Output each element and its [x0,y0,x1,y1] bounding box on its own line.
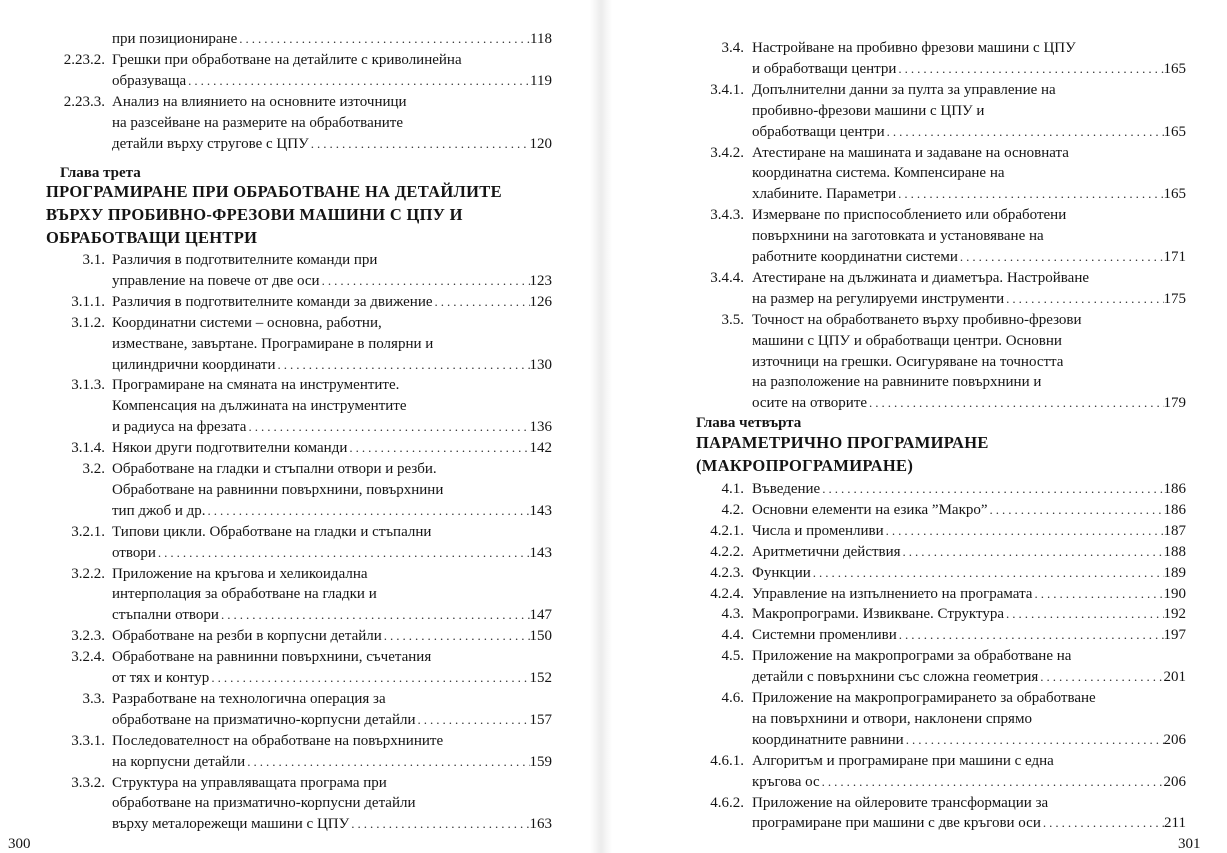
toc-entry-line [112,437,552,459]
toc-entry-line: Типови цикли. Обработване на гладки и стъпални [112,523,432,540]
toc-page-number: 189 [1163,564,1186,581]
section-number: 3.2.1. [71,523,105,540]
chapter-title-line: (МАКРОПРОГРАМИРАНЕ) [696,456,914,475]
section-number: 3.3. [82,690,105,707]
chapter-label: Глава четвърта [696,415,802,431]
toc-entry-line: координатна система. Компенсиране на [752,165,1005,182]
section-number: 3.4.4. [710,269,744,286]
dot-leader [811,562,1164,584]
toc-entry-line: на разсейване на размерите на обработваните [112,114,403,131]
toc-entry-line [112,604,552,626]
chapter-title-line: ПАРАМЕТРИЧНО ПРОГРАМИРАНЕ [696,433,989,452]
toc-entry-line [112,133,552,155]
toc-entry-text: детайли върху стругове с ЦПУ [112,135,309,152]
toc-entry-line [752,729,1186,751]
toc-entry-text: върху металорежещи машини с ЦПУ [112,816,350,833]
toc-entry-line: Приложение на макропрограми за обработване на [752,648,1072,665]
toc-entry-line: Атестиране на машината и задаване на основната [752,144,1069,161]
toc-entry-text: Основни елементи на езика ”Макро” [752,501,988,518]
toc-page-number: 126 [529,293,552,310]
toc-entry-line: повърхнини на заготовката и установяване на [752,228,1044,245]
toc-entry-line [112,70,552,92]
toc-entry-text: тип джоб и др. [112,502,206,519]
toc-entry-text: Въведение [752,481,821,497]
toc-entry-text: цилиндрични координати [112,356,276,373]
toc-entry-line [112,625,552,647]
toc-page-number: 118 [530,31,552,47]
page-number: 300 [8,836,31,852]
dot-leader [867,392,1163,414]
toc-page-number: 190 [1163,585,1186,602]
toc-entry-line [112,751,552,773]
toc-page-number: 197 [1163,627,1186,644]
toc-entry-text: обработващи центри [752,123,885,140]
toc-entry-text: отвори [112,544,156,561]
dot-leader [349,813,529,835]
section-number: 2.23.3. [63,93,105,110]
toc-entry-line: Измерване по приспособлението или обработени [752,207,1067,224]
dot-leader [156,542,530,564]
toc-entry-line: Различия в подготвителните команди при [112,252,378,268]
dot-leader [309,133,530,155]
toc-page-number: 165 [1163,186,1186,203]
section-number: 3.1.2. [71,314,105,331]
dot-leader [884,520,1164,542]
section-number: 4.2.3. [710,564,744,581]
chapter-title-line: ОБРАБОТВАЩИ ЦЕНТРИ [46,228,258,247]
toc-entry-line: изместване, завъртане. Програмиране в полярни и [112,335,434,352]
dot-leader [901,541,1164,563]
toc-entry-line [752,666,1186,688]
toc-entry-text: управление на повече от две оси [112,272,320,289]
toc-entry-text: Някои други подготвителни команди [112,440,348,457]
toc-entry-text: Числа и променливи [752,522,884,539]
toc-entry-line: пробивно-фрезови машини с ЦПУ и [752,102,985,119]
toc-page-number: 119 [530,72,552,89]
toc-entry-line [112,291,552,313]
section-number: 3.5. [721,311,744,328]
toc-entry-line: Обработване на равнинни повърхнини, съчетания [112,649,432,666]
toc-page-number: 188 [1163,543,1186,560]
toc-entry-line [752,478,1186,500]
section-number: 3.1. [82,252,105,268]
left-page [0,0,600,853]
toc-page-number: 186 [1163,501,1186,518]
toc-entry-text: Обработване на резби в корпусни детайли [112,628,382,645]
toc-entry-text: осите на отворите [752,395,868,412]
toc-entry-text: Системни променливи [752,627,897,644]
dot-leader [1041,812,1164,834]
section-number: 4.6. [721,690,744,706]
dot-leader [347,437,529,459]
section-number: 4.5. [721,648,744,665]
toc-page-number: 142 [529,440,552,457]
toc-entry-line [752,499,1186,521]
toc-entry-line [752,562,1186,584]
toc-page-number: 206 [1163,773,1186,790]
dot-leader [988,499,1164,521]
right-page [612,0,1227,853]
section-number: 3.1.3. [71,377,105,394]
toc-page-number: 147 [529,607,552,624]
dot-leader [382,625,530,647]
toc-entry-line [752,520,1186,542]
section-number: 3.1.1. [71,293,105,310]
dot-leader [1038,666,1163,688]
toc-page-number: 179 [1163,395,1186,412]
dot-leader [245,751,529,773]
toc-entry-line: Приложение на кръгова и хеликоидална [112,565,368,582]
toc-entry-text: и обработващи центри [752,60,897,77]
dot-leader [1004,288,1163,310]
toc-entry-line [752,583,1186,605]
toc-page-number: 206 [1163,731,1186,748]
dot-leader [904,729,1164,751]
dot-leader [320,270,530,292]
toc-entry-line: Грешки при обработване на детайлите с криволинейна [112,51,462,68]
dot-leader [1032,583,1163,605]
toc-entry-line [752,58,1186,80]
toc-entry-line [752,624,1186,646]
toc-page-number: 175 [1163,290,1186,307]
toc-entry-line: обработване на призматично-корпусни детайли [112,795,416,812]
toc-entry-text: стъпални отвори [112,607,219,624]
toc-entry-text: работните координатни системи [752,249,958,265]
toc-entry-text: обработване на призматично-корпусни детайли [112,711,416,728]
section-number: 3.3.2. [71,774,105,791]
toc-entry-text: при позициониране [112,31,238,47]
toc-entry-line: Координатни системи – основна, работни, [112,314,382,331]
toc-entry-line: интерполация за обработване на гладки и [112,586,377,603]
toc-page-number: 171 [1163,249,1186,265]
toc-entry-line [112,667,552,689]
toc-entry-line: Разработване на технологична операция за [112,690,386,707]
page-number: 301 [1178,836,1201,852]
section-number: 4.2. [721,501,744,518]
section-number: 4.1. [721,481,744,497]
toc-entry-line: Допълнителни данни за пулта за управление на [752,81,1056,98]
dot-leader [433,291,530,313]
toc-page-number: 186 [1163,481,1186,497]
toc-entry-line [112,270,552,292]
toc-page-number: 143 [529,544,552,561]
toc-entry-line [112,28,552,50]
section-number: 4.6.1. [710,752,744,769]
section-number: 4.6.2. [710,794,744,811]
toc-entry-line [752,771,1186,793]
dot-leader [209,667,529,689]
toc-entry-line: Настройване на пробивно фрезови машини с ЦПУ [752,40,1076,56]
toc-entry-text: образуваща [112,72,187,89]
toc-entry-text: Различия в подготвителните команди за движение [112,293,433,310]
section-number: 2.23.2. [63,51,105,68]
toc-page-number: 187 [1163,522,1186,539]
dot-leader [237,28,530,50]
toc-entry-line: Обработване на гладки и стъпални отвори и резби. [112,461,437,477]
toc-entry-line: Анализ на влиянието на основните източници [112,93,407,110]
toc-entry-text: на размер на регулируеми инструменти [752,290,1005,307]
section-number: 3.4.3. [710,207,744,224]
toc-entry-line: Приложение на макропрограмирането за обработване [752,690,1096,706]
toc-entry-line [112,354,552,376]
toc-entry-line: Компенсация на дължината на инструментите [112,398,407,415]
toc-page-number: 211 [1164,815,1186,832]
dot-leader [206,500,530,522]
toc-entry-line: източници на грешки. Осигуряване на точността [752,353,1064,370]
toc-entry-line: на разположение на равнините повърхнини и [752,374,1042,391]
toc-page-number: 150 [529,628,552,645]
toc-entry-text: от тях и контур [112,670,210,686]
toc-entry-text: координатните равнини [752,731,904,748]
section-number: 3.3.1. [71,732,105,749]
section-number: 4.2.4. [710,585,744,602]
toc-entry-line [752,288,1186,310]
toc-entry-text: детайли с повърхнини със сложна геометрия [752,669,1039,686]
toc-entry-line: Обработване на равнинни повърхнини, повърхнини [112,481,444,498]
toc-page-number: 123 [529,272,552,289]
section-number: 4.3. [721,606,744,623]
toc-page-number: 157 [529,711,552,728]
toc-entry-text: Функции [752,564,811,581]
toc-page-number: 165 [1163,123,1186,140]
toc-entry-line [112,813,552,835]
chapter-title-line: ВЪРХУ ПРОБИВНО-ФРЕЗОВИ МАШИНИ С ЦПУ И [46,205,463,224]
section-number: 4.2.1. [710,522,744,539]
toc-page-number: 136 [529,419,552,436]
dot-leader [896,183,1163,205]
toc-entry-text: на корпусни детайли [112,753,246,770]
section-number: 3.1.4. [71,440,105,457]
dot-leader [1004,603,1164,625]
toc-entry-line: Последователност на обработване на повърхнините [112,732,444,749]
toc-entry-line: Точност на обработването върху пробивно-фрезови [752,311,1082,328]
toc-entry-text: и радиуса на фрезата [112,419,247,436]
toc-page-number: 192 [1163,606,1186,623]
chapter-label: Глава трета [60,165,141,181]
toc-entry-line [752,541,1186,563]
dot-leader [820,771,1164,793]
toc-page-number: 163 [529,816,552,833]
toc-entry-line: Структура на управляващата програма при [112,774,387,791]
dot-leader [897,624,1164,646]
toc-entry-line [112,542,552,564]
toc-entry-text: Управление на изпълнението на програмата [752,585,1033,602]
toc-entry-line [752,392,1186,414]
dot-leader [275,354,529,376]
section-number: 3.2.2. [71,565,105,582]
toc-entry-line [752,246,1186,268]
toc-entry-text: кръгова ос [752,773,820,790]
toc-entry-line [752,121,1186,143]
dot-leader [246,416,529,438]
toc-entry-line [112,500,552,522]
toc-entry-line: Програмиране на смяната на инструментите. [112,377,400,394]
toc-page-number: 165 [1163,60,1186,77]
toc-entry-line [112,416,552,438]
toc-page-number: 159 [529,753,552,770]
toc-page-number: 130 [529,356,552,373]
section-number: 3.2. [82,461,105,477]
dot-leader [186,70,530,92]
toc-entry-line: Атестиране на дължината и диаметъра. Настройване [752,269,1090,286]
toc-entry-line [752,183,1186,205]
section-number: 3.2.3. [71,628,105,645]
toc-entry-line: Приложение на ойлеровите трансформации за [752,794,1049,811]
toc-page-number: 152 [529,670,552,686]
toc-entry-line: на повърхнини и отвори, наклонени спрямо [752,710,1032,727]
toc-entry-line: машини с ЦПУ и обработващи центри. Основни [752,332,1062,349]
section-number: 3.2.4. [71,649,105,666]
section-number: 3.4.2. [710,144,744,161]
toc-entry-line [752,812,1186,834]
toc-page-number: 120 [529,135,552,152]
chapter-title-line: ПРОГРАМИРАНЕ ПРИ ОБРАБОТВАНЕ НА ДЕТАЙЛИТЕ [46,182,502,201]
toc-page-number: 201 [1163,669,1186,686]
section-number: 4.2.2. [710,543,744,560]
toc-entry-line [752,603,1186,625]
dot-leader [885,121,1164,143]
toc-entry-line: Алгоритъм и програмиране при машини с една [752,752,1054,769]
section-number: 4.4. [721,627,744,644]
dot-leader [958,246,1164,268]
section-number: 3.4. [721,40,744,56]
toc-entry-text: Аритметични действия [752,543,901,560]
toc-entry-text: програмиране при машини с две кръгови оси [752,815,1041,832]
toc-entry-text: Макропрограми. Извикване. Структура [752,606,1004,623]
toc-page-number: 143 [529,502,552,519]
toc-entry-text: хлабините. Параметри [752,186,897,203]
dot-leader [416,709,530,731]
toc-entry-line [112,709,552,731]
dot-leader [820,478,1163,500]
dot-leader [219,604,530,626]
section-number: 3.4.1. [710,81,744,98]
dot-leader [896,58,1163,80]
